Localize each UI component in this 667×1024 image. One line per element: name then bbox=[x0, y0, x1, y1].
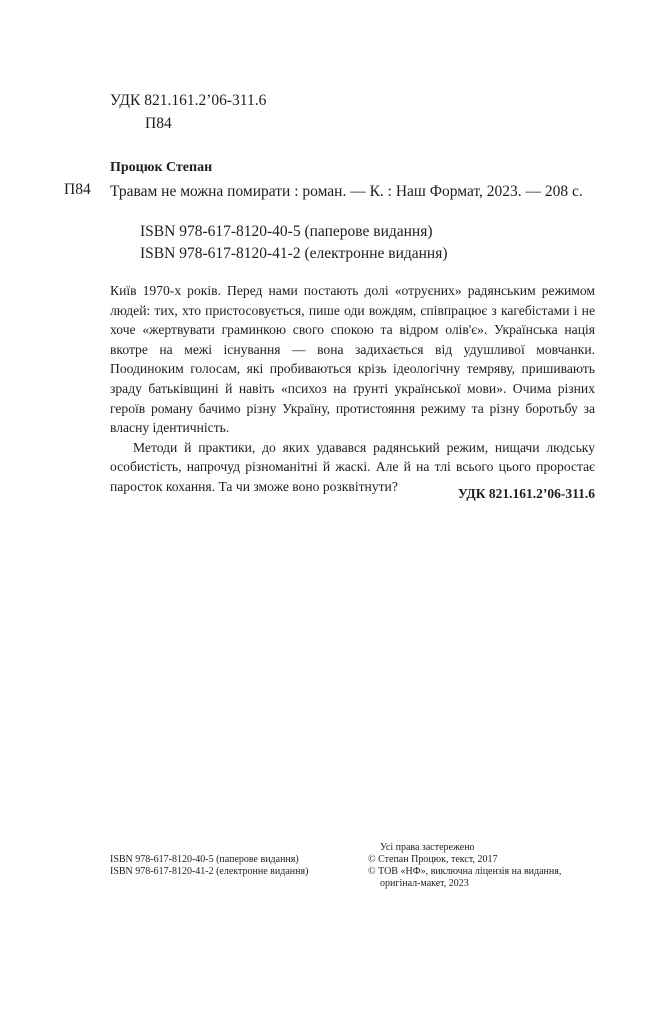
copyright-publisher-line1: © ТОВ «НФ», виключна ліцензія на видання, bbox=[368, 866, 562, 877]
annotation-paragraph-1: Київ 1970-х років. Перед нами постають долі «отруєних» радянським режимом людей: тих, хто пристосовується, пише оди вождям, співпрацює з кагебістами і не хоче «жертвувати граминкою свого спокою та відром олів'є». Українська нація вкотре на межі існування — вона задихається від удушливої мовчанки. Поодиноким голосам, які пробиваються крізь ідеологічну темряву, пришивають зраду батьківщині й навіть «психоз на ґрунті української мови». Очима різних героїв роману бачимо різну Україну, протистояння режиму та різну боротьбу за власну ідентичність. bbox=[110, 283, 595, 436]
annotation-paragraph-2: Методи й практики, до яких удавався радянський режим, нищачи людську особистість, напрочуд різноманітні й жаскі. Але й на тлі всього цього проростає паросток кохання. Та чи зможе воно розквітнути? bbox=[110, 439, 595, 494]
bibliographic-entry: Травам не можна помирати : роман. — К. : Наш Формат, 2023. — 208 с. bbox=[110, 183, 583, 200]
isbn-electronic: ISBN 978-617-8120-41-2 (електронне видання) bbox=[140, 245, 448, 262]
isbn-print: ISBN 978-617-8120-40-5 (паперове видання) bbox=[140, 223, 433, 240]
author-name: Процюк Степан bbox=[110, 160, 213, 175]
imprint-copyright-block bbox=[368, 842, 561, 890]
copyright-publisher-line2: оригінал-макет, 2023 bbox=[380, 878, 469, 889]
udk-classification-bottom: УДК 821.161.2’06-311.6 bbox=[457, 486, 595, 501]
author-mark-left: П84 bbox=[64, 181, 91, 198]
imprint-isbn-print: ISBN 978-617-8120-40-5 (паперове видання) bbox=[110, 854, 299, 865]
udk-classification-top: УДК 821.161.2’06-311.6 bbox=[110, 92, 267, 109]
author-mark-top: П84 bbox=[145, 115, 172, 132]
copyright-author: © Степан Процюк, текст, 2017 bbox=[368, 854, 498, 865]
imprint-isbn-electronic: ISBN 978-617-8120-41-2 (електронне видання) bbox=[110, 866, 309, 877]
annotation bbox=[110, 281, 595, 497]
rights-reserved: Усі права застережено bbox=[380, 842, 475, 853]
imprint-isbn-block bbox=[110, 854, 308, 878]
